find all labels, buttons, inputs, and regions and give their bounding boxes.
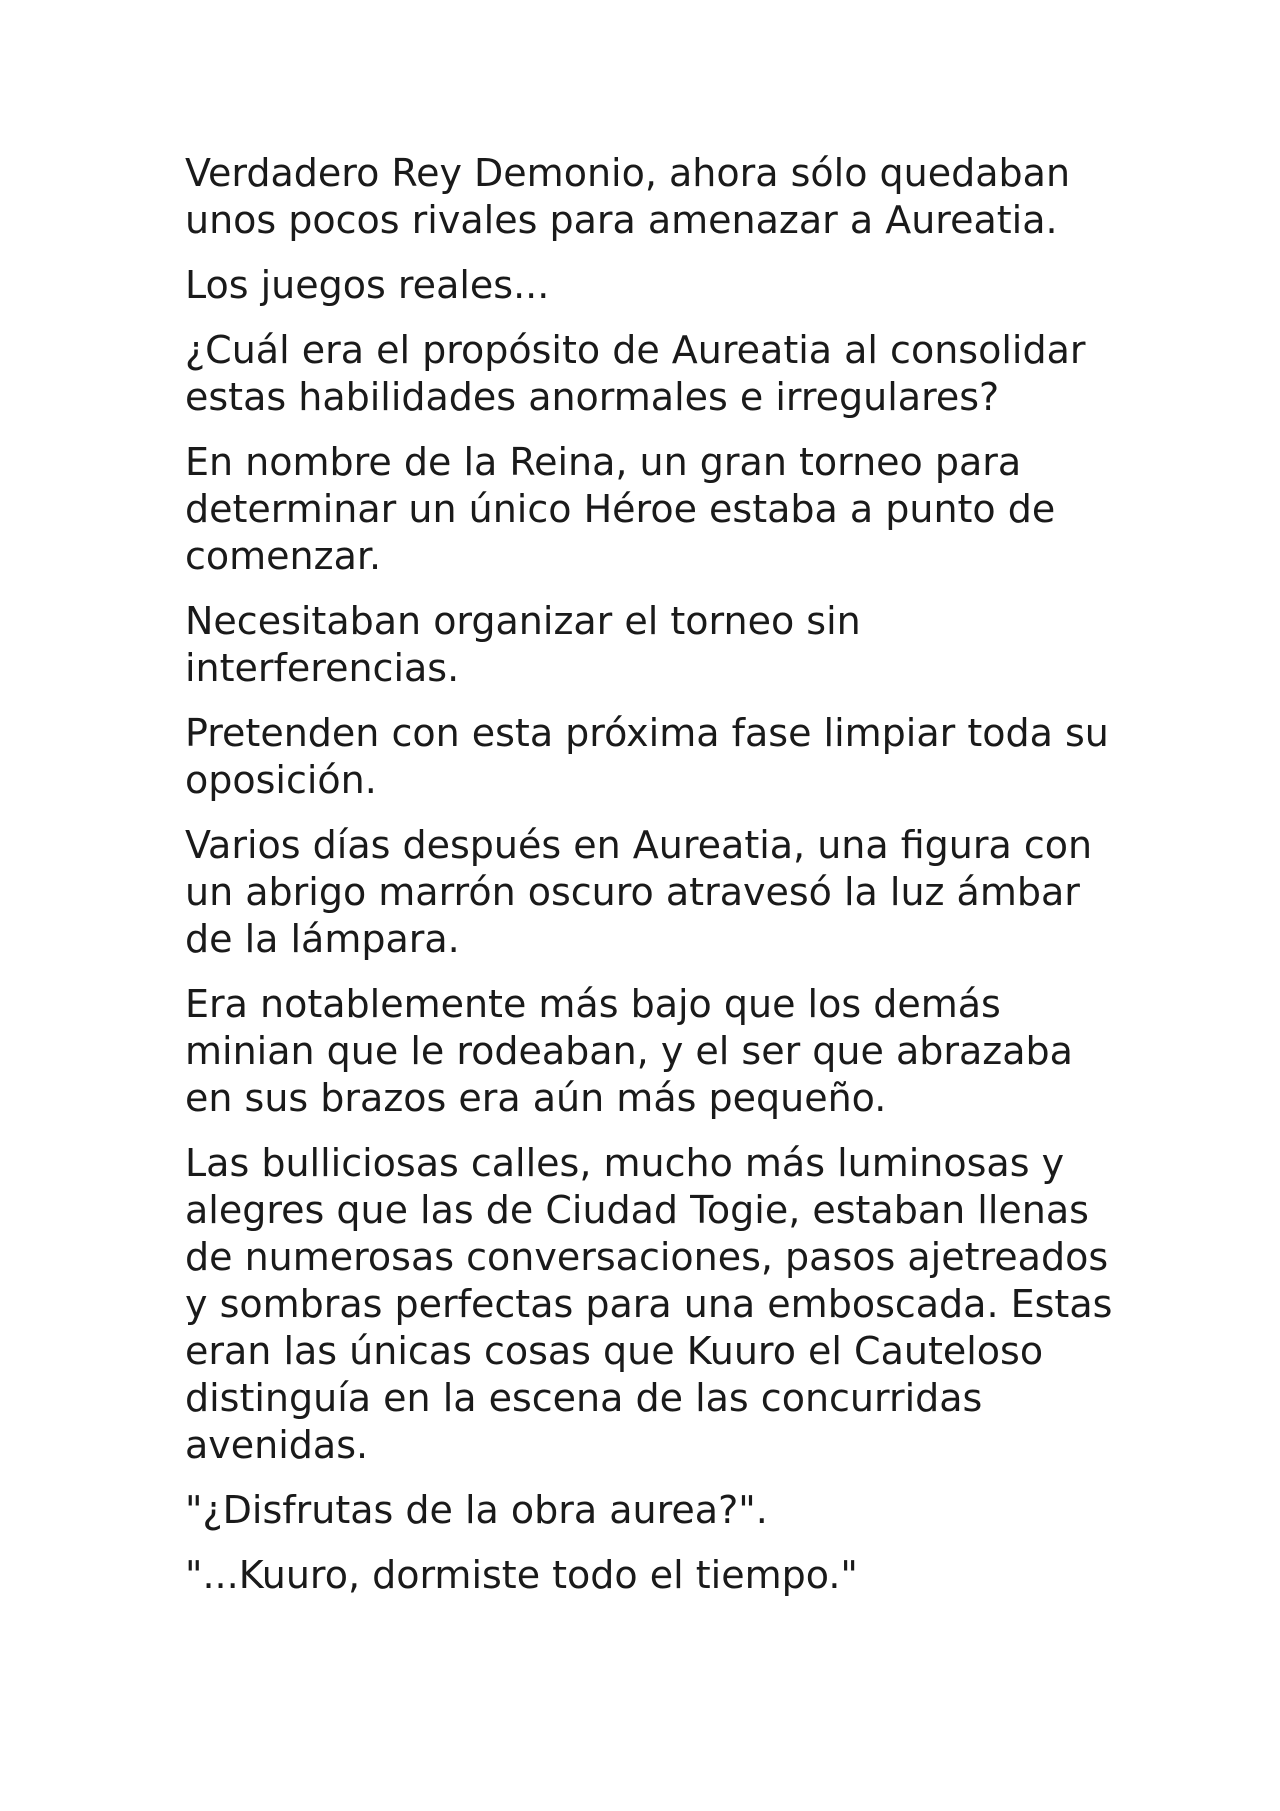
document-page bbox=[185, 150, 1115, 1617]
paragraph: "...Kuuro, dormiste todo el tiempo." bbox=[185, 1553, 858, 1597]
paragraph: Era notablemente más bajo que los demás minian que le rodeaban, y el ser que abrazaba en sus brazos era aún más pequeño. bbox=[185, 982, 1073, 1120]
paragraph: ¿Cuál era el propósito de Aureatia al consolidar estas habilidades anormales e irregulares? bbox=[185, 328, 1086, 419]
paragraph: Los juegos reales... bbox=[185, 263, 550, 307]
paragraph: Necesitaban organizar el torneo sin interferencias. bbox=[185, 599, 861, 690]
paragraph: "¿Disfrutas de la obra aurea?". bbox=[185, 1488, 768, 1532]
paragraph: Las bulliciosas calles, mucho más luminosas y alegres que las de Ciudad Togie, estaban llenas de numerosas conversaciones, pasos ajetreados y sombras perfectas para una emboscada. Estas eran las únicas cosas que Kuuro el Cauteloso distinguía en la escena de las concurridas avenidas. bbox=[185, 1141, 1113, 1467]
paragraph: Verdadero Rey Demonio, ahora sólo quedaban unos pocos rivales para amenazar a Aureatia. bbox=[185, 151, 1071, 242]
paragraph: Varios días después en Aureatia, una figura con un abrigo marrón oscuro atravesó la luz ámbar de la lámpara. bbox=[185, 823, 1093, 961]
paragraph: Pretenden con esta próxima fase limpiar toda su oposición. bbox=[185, 711, 1109, 802]
paragraph: En nombre de la Reina, un gran torneo para determinar un único Héroe estaba a punto de comenzar. bbox=[185, 440, 1056, 578]
